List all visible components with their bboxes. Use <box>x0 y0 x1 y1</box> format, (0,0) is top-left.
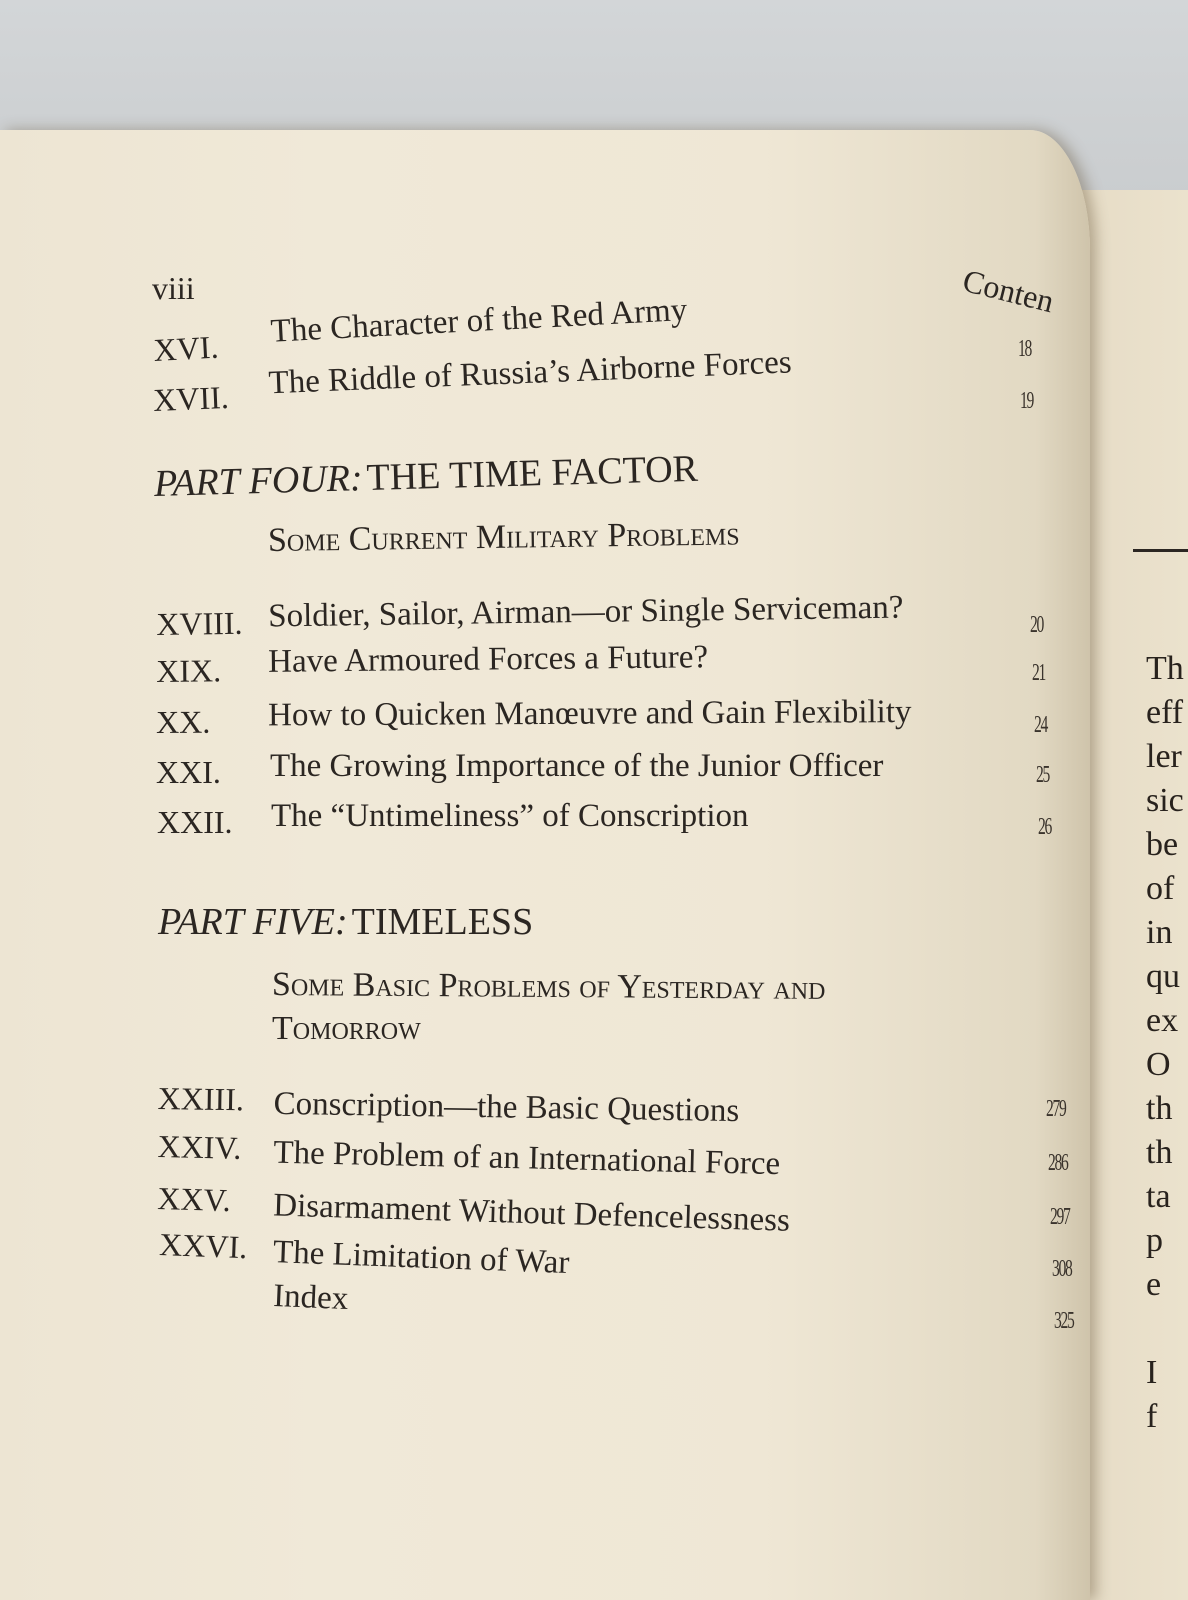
chapter-page: 279 <box>1046 1096 1066 1122</box>
chapter-number: XXIII. <box>157 1080 245 1118</box>
chapter-title: Soldier, Sailor, Airman—or Single Serviceman? <box>267 589 904 635</box>
chapter-number: XXVI. <box>158 1226 248 1266</box>
facing-page-rule <box>1133 549 1188 552</box>
page-folio: viii <box>152 270 195 306</box>
chapter-number: XXIV. <box>157 1128 242 1166</box>
chapter-title: Conscription—the Basic Questions <box>273 1085 740 1130</box>
facing-fragment: be <box>1146 826 1179 863</box>
chapter-page: 25 <box>1036 762 1049 788</box>
chapter-title: How to Quicken Manœuvre and Gain Flexibility <box>267 694 912 734</box>
facing-fragment: qu <box>1146 958 1180 995</box>
chapter-number: XIX. <box>156 652 222 689</box>
part-subtitle: Some Current Military Problems <box>267 515 740 559</box>
chapter-page: 21 <box>1032 660 1045 686</box>
facing-fragment: ta <box>1146 1178 1171 1215</box>
chapter-number: XVII. <box>152 378 230 418</box>
facing-fragment: of <box>1146 870 1175 907</box>
chapter-page: 19 <box>1020 388 1033 414</box>
facing-fragment: eff <box>1146 694 1184 731</box>
chapter-title: The “Untimeliness” of Conscription <box>271 798 749 834</box>
running-head: Conten <box>959 262 1058 320</box>
chapter-page: 297 <box>1050 1204 1070 1230</box>
part-heading <box>158 900 533 944</box>
facing-fragment: th <box>1146 1090 1173 1127</box>
chapter-title: The Limitation of War <box>272 1234 570 1282</box>
part-heading <box>153 447 698 506</box>
facing-fragment: sic <box>1146 782 1184 819</box>
chapter-number: XX. <box>156 703 211 740</box>
part-title: THE TIME FACTOR <box>365 447 699 500</box>
chapter-number: XXII. <box>157 804 233 840</box>
part-subtitle: Tomorrow <box>272 1010 421 1047</box>
chapter-number: XXV. <box>156 1180 232 1219</box>
facing-fragment: Th <box>1146 650 1184 687</box>
chapter-page: 26 <box>1038 814 1051 840</box>
chapter-title: Index <box>272 1278 350 1318</box>
chapter-page: 286 <box>1048 1150 1068 1176</box>
chapter-number: XVIII. <box>156 604 243 642</box>
part-subtitle: Some Basic Problems of Yesterday and <box>271 966 826 1007</box>
part-label: PART FIVE: <box>158 901 348 943</box>
facing-fragment: ler <box>1146 738 1182 775</box>
facing-fragment: in <box>1146 914 1173 951</box>
chapter-number: XXI. <box>156 754 221 790</box>
facing-fragment: f <box>1146 1398 1158 1435</box>
chapter-page: 24 <box>1034 712 1047 738</box>
chapter-page: 325 <box>1054 1308 1074 1334</box>
chapter-page: 308 <box>1052 1256 1072 1282</box>
facing-fragment: th <box>1146 1134 1173 1171</box>
chapter-title: The Problem of an International Force <box>273 1134 781 1183</box>
facing-fragment: O <box>1146 1046 1171 1083</box>
chapter-title: The Riddle of Russia’s Airborne Forces <box>267 344 793 402</box>
chapter-page: 18 <box>1018 336 1031 362</box>
part-label: PART FOUR: <box>153 457 364 505</box>
chapter-title: The Character of the Red Army <box>269 292 689 350</box>
chapter-title: Have Armoured Forces a Future? <box>267 639 709 680</box>
facing-fragment: I <box>1146 1354 1158 1391</box>
chapter-title: The Growing Importance of the Junior Officer <box>270 748 884 784</box>
facing-fragment: e <box>1146 1266 1162 1303</box>
part-title: TIMELESS <box>351 901 534 943</box>
facing-fragment: p <box>1146 1222 1163 1259</box>
chapter-number: XVI. <box>152 328 220 368</box>
chapter-page: 20 <box>1030 612 1043 638</box>
chapter-title: Disarmament Without Defencelessness <box>272 1187 791 1239</box>
facing-fragment: ex <box>1146 1002 1179 1039</box>
